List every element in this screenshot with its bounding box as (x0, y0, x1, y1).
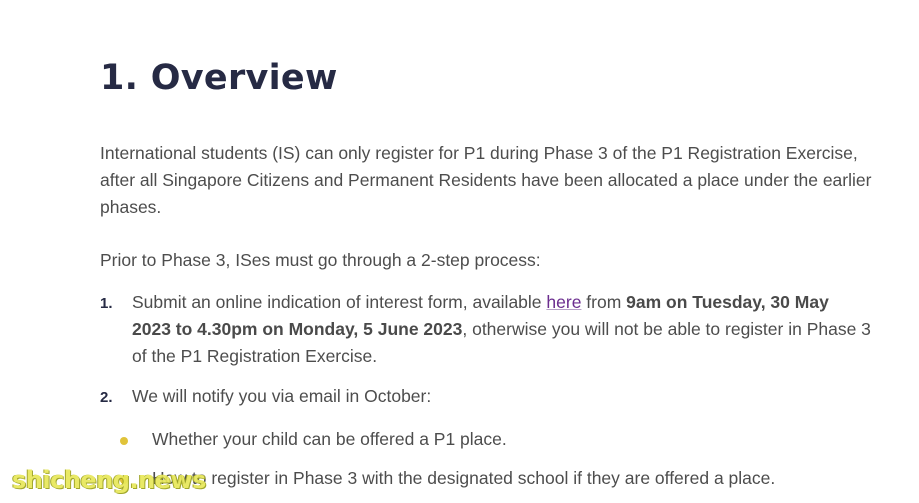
section-heading: 1. Overview (100, 58, 338, 98)
step-text: We will notify you via email in October: (132, 386, 432, 406)
step-number: 2. (100, 389, 113, 406)
here-link[interactable]: here (546, 292, 582, 312)
bullet-text: Whether your child can be offered a P1 place. (152, 429, 507, 449)
bullet-dot-icon (120, 437, 128, 445)
prior-paragraph: Prior to Phase 3, ISes must go through a 2-step process: (100, 250, 541, 270)
step-number: 1. (100, 295, 113, 312)
registration-dates: 9am on Tuesday, 30 May 2023 to 4.30pm on Monday, 5 June 2023 (132, 292, 829, 339)
step-text (132, 289, 872, 370)
step-text-part: Submit an online indication of interest form, available (132, 292, 547, 312)
intro-paragraph: International students (IS) can only register for P1 during Phase 3 of the P1 Registration Exercise, after all Singapore Citizens and Permanent Residents have been allocated a place under the earlier phases. (100, 143, 872, 217)
watermark-logo: shicheng.news (12, 466, 206, 494)
step-text-part: from (581, 292, 627, 312)
bullet-text: How to register in Phase 3 with the designated school if they are offered a place. (152, 468, 776, 488)
step-text-part: , otherwise you will not be able to register in Phase 3 of the P1 Registration Exercise. (132, 319, 871, 366)
